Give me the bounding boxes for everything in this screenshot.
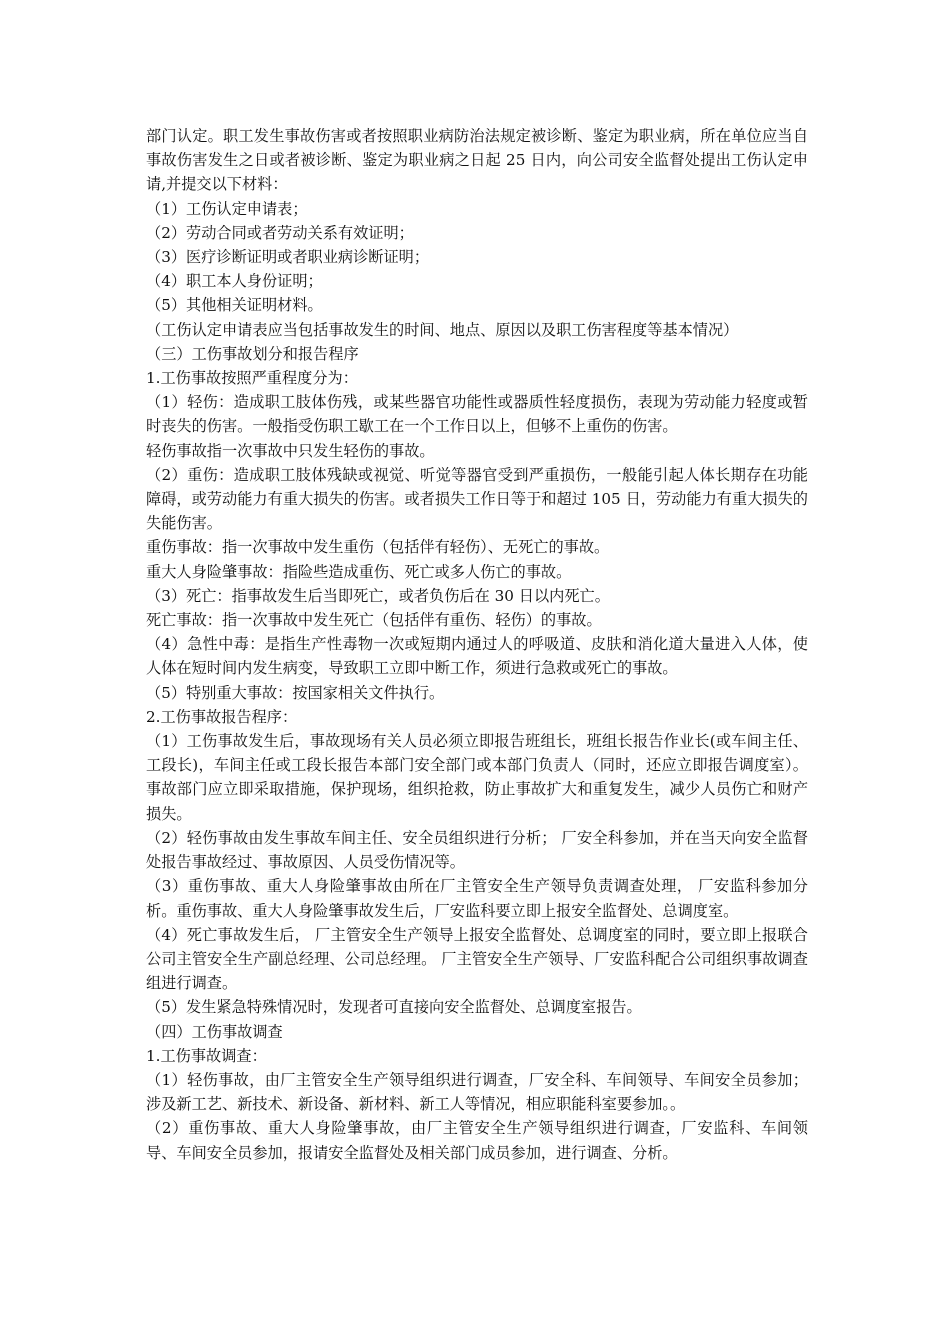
paragraph-death: （3）死亡：指事故发生后当即死亡，或者负伤后在 30 日以内死亡。 bbox=[146, 586, 610, 605]
subheading-severity: 1.工伤事故按照严重程度分为： bbox=[146, 369, 358, 388]
paragraph-death-accident: 死亡事故：指一次事故中发生死亡（包括伴有重伤、轻伤）的事故。 bbox=[146, 611, 602, 630]
list-item-labor-contract: （2）劳动合同或者劳动关系有效证明； bbox=[146, 223, 414, 242]
paragraph-minor-accident: 轻伤事故指一次事故中只发生轻伤的事故。 bbox=[146, 441, 435, 460]
paragraph-report-step-5: （5）发生紧急特殊情况时，发现者可直接向安全监督处、总调度室报告。 bbox=[146, 998, 642, 1017]
list-item-medical-certificate: （3）医疗诊断证明或者职业病诊断证明； bbox=[146, 248, 430, 267]
paragraph-serious-accident: 重伤事故：指一次事故中发生重伤（包括伴有轻伤）、无死亡的事故。 bbox=[146, 538, 610, 557]
list-item-other-materials: （5）其他相关证明材料。 bbox=[146, 296, 323, 315]
paragraph-serious-injury: （2）重伤：造成职工肢体残缺或视觉、听觉等器官受到严重损伤，一般能引起人体长期存在功能障碍，或劳动能力有重大损失的伤害。或者损失工作日等于和超过 105 日，劳动能力有重大损失的失能伤害。 bbox=[146, 465, 808, 533]
paragraph-acute-poisoning: （4）急性中毒：是指生产性毒物一次或短期内通过人的呼吸道、皮肤和消化道大量进入人体，使人体在短时间内发生病变，导致职工立即中断工作，须进行急救或死亡的事故。 bbox=[146, 635, 808, 678]
paragraph-investigation-minor: （1）轻伤事故，由厂主管安全生产领导组织进行调查，厂安全科、车间领导、车间安全员参加；涉及新工艺、新技术、新设备、新材料、新工人等情况，相应职能科室要参加。。 bbox=[146, 1070, 808, 1114]
paragraph-form-note: （工伤认定申请表应当包括事故发生的时间、地点、原因以及职工伤害程度等基本情况） bbox=[146, 320, 739, 339]
paragraph-report-step-3: （3）重伤事故、重大人身险肇事故由所在厂主管安全生产领导负责调查处理， 厂安监科参加分析。重伤事故、重大人身险肇事故发生后，厂安监科要立即上报安全监督处、总调度室。 bbox=[146, 877, 808, 920]
paragraph-minor-injury: （1）轻伤：造成职工肢体伤残，或某些器官功能性或器质性轻度损伤，表现为劳动能力轻度或暂时丧失的伤害。一般指受伤职工歇工在一个工作日以上，但够不上重伤的伤害。 bbox=[146, 393, 808, 436]
list-item-application-form: （1）工伤认定申请表； bbox=[146, 199, 308, 218]
subheading-report-procedure: 2.工伤事故报告程序： bbox=[146, 707, 298, 726]
paragraph-report-step-1: （1）工伤事故发生后，事故现场有关人员必须立即报告班组长，班组长报告作业长(或车间主任、工段长)，车间主任或工段长报告本部门安全部门或本部门负责人（同时，还应立即报告调度室）。事故部门应立即采取措施，保护现场，组织抢救，防止事故扩大和重复发生，减少人员伤亡和财产损失。 bbox=[146, 732, 808, 823]
subheading-investigation: 1.工伤事故调查： bbox=[146, 1046, 267, 1065]
paragraph-major-accident: （5）特别重大事故：按国家相关文件执行。 bbox=[146, 683, 445, 702]
paragraph-intro: 部门认定。职工发生事故伤害或者按照职业病防治法规定被诊断、鉴定为职业病，所在单位应当自事故伤害发生之日或者被诊断、鉴定为职业病之日起 25 日内，向公司安全监督处提出工伤认定申请,并提交以下材料： bbox=[146, 127, 808, 194]
paragraph-report-step-4: （4）死亡事故发生后， 厂主管安全生产领导上报安全监督处、总调度室的同时，要立即上报联合公司主管安全生产副总经理、公司总经理。 厂主管安全生产领导、厂安监科配合公司组织事故调查组进行调查。 bbox=[146, 925, 808, 993]
section-heading-3: （三）工伤事故划分和报告程序 bbox=[146, 344, 359, 363]
paragraph-near-miss: 重大人身险肇事故：指险些造成重伤、死亡或多人伤亡的事故。 bbox=[146, 562, 572, 581]
document-body bbox=[146, 124, 808, 1165]
section-heading-4: （四）工伤事故调查 bbox=[146, 1022, 283, 1041]
list-item-identity-proof: （4）职工本人身份证明； bbox=[146, 272, 323, 291]
paragraph-report-step-2: （2）轻伤事故由发生事故车间主任、安全员组织进行分析； 厂安全科参加，并在当天向安全监督处报告事故经过、事故原因、人员受伤情况等。 bbox=[146, 828, 808, 872]
paragraph-investigation-serious: （2）重伤事故、重大人身险肇事故，由厂主管安全生产领导组织进行调查，厂安监科、车间领导、车间安全员参加，报请安全监督处及相关部门成员参加，进行调查、分析。 bbox=[146, 1119, 808, 1162]
